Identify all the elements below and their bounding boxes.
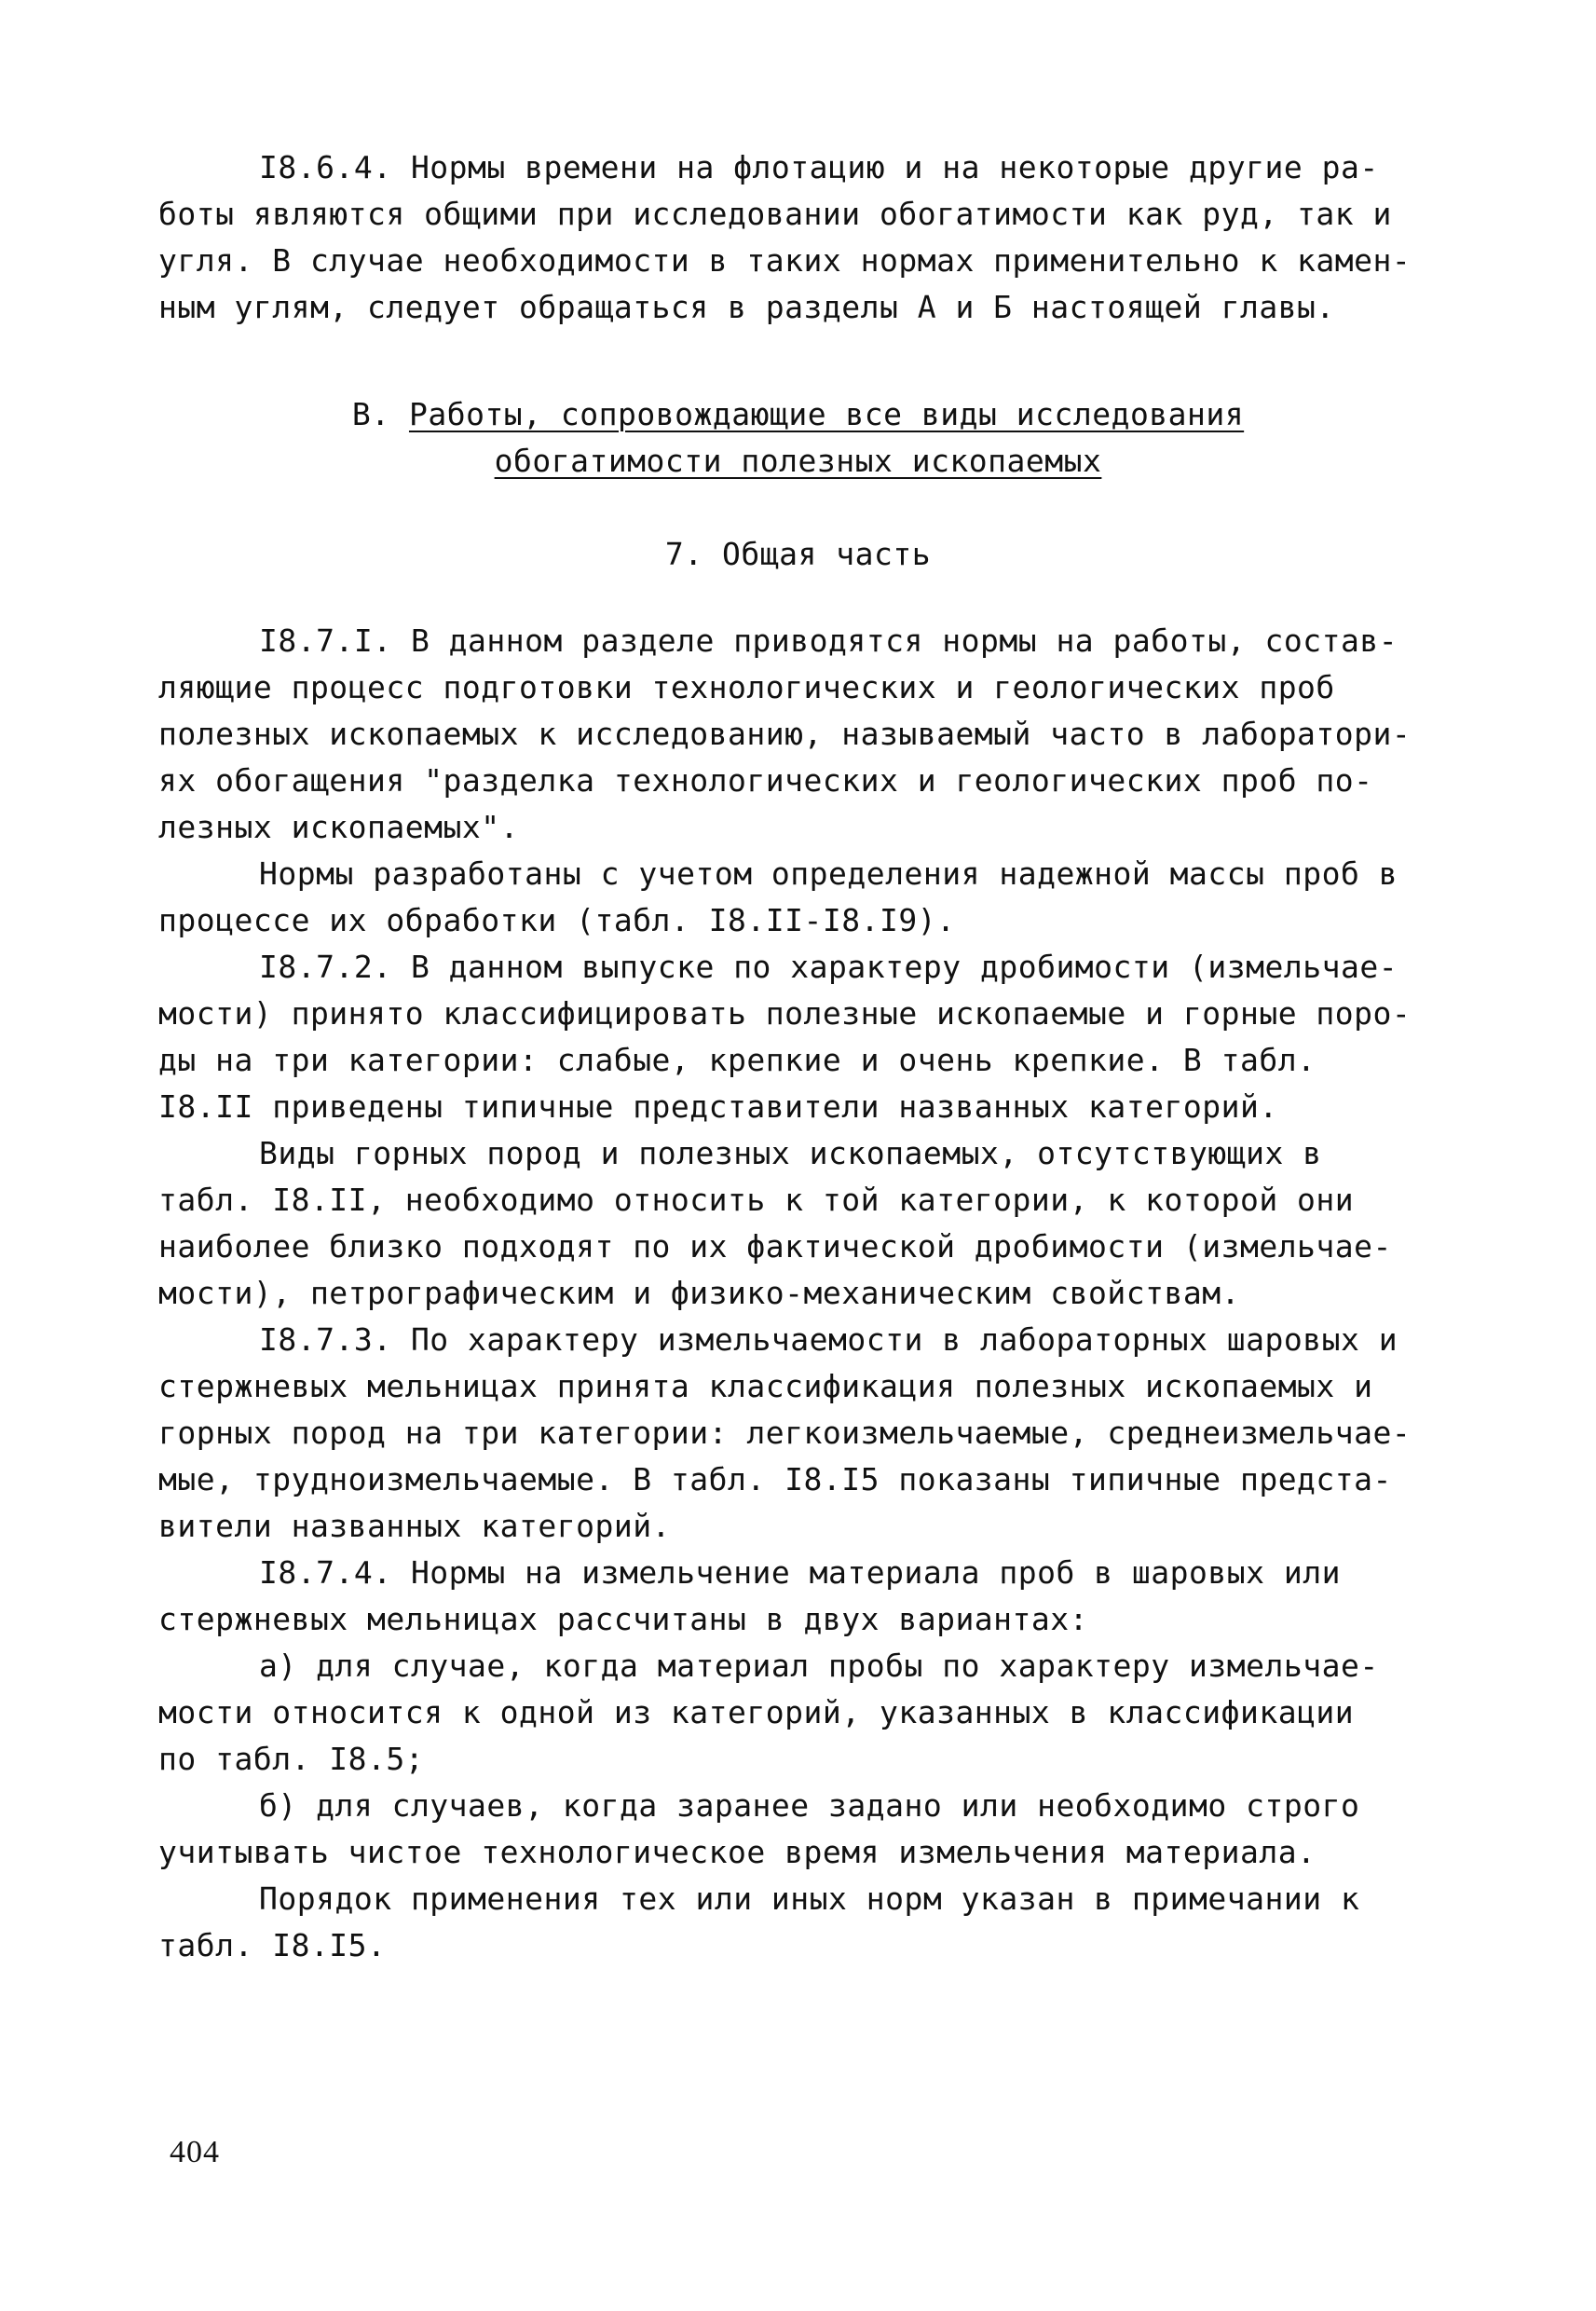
body-line: табл. I8.II, необходимо относить к той категории, к которой они — [158, 1182, 1355, 1218]
body-line: I8.7.2. В данном выпуске по характеру дробимости (измельчае- — [259, 949, 1398, 985]
paragraph-18-6-4-line-2: боты являются общими при исследовании обогатимости как руд, так и — [158, 196, 1392, 232]
body-line: лезных ископаемых". — [158, 809, 519, 845]
body-line: горных пород на три категории: легкоизмельчаемые, среднеизмельчае- — [158, 1415, 1412, 1451]
body-line: I8.II приведены типичные представители названных категорий. — [158, 1088, 1278, 1125]
body-line: а) для случае, когда материал пробы по характеру измельчае- — [259, 1648, 1379, 1684]
paragraph-18-6-4-line-1: I8.6.4. Нормы времени на флотацию и на некоторые другие ра- — [259, 149, 1379, 185]
body-line: учитывать чистое технологическое время измельчения материала. — [158, 1834, 1316, 1870]
body-line: по табл. I8.5; — [158, 1741, 425, 1777]
section-b-heading-line-1 — [0, 396, 1596, 433]
body-line: табл. I8.I5. — [158, 1927, 387, 1963]
body-line: мости относится к одной из категорий, указанных в классификации — [158, 1694, 1355, 1730]
body-line: наиболее близко подходят по их фактической дробимости (измельчае- — [158, 1228, 1392, 1265]
body-line: мости) принято классифицировать полезные ископаемые и горные поро- — [158, 995, 1412, 1032]
page-number: 404 — [170, 2135, 220, 2169]
body-line: мые, трудноизмельчаемые. В табл. I8.I5 показаны типичные предста- — [158, 1461, 1392, 1497]
body-line: Нормы разработаны с учетом определения надежной массы проб в — [259, 855, 1398, 892]
section-b-prefix: В. — [351, 396, 390, 432]
body-line: стержневых мельницах принята классификация полезных ископаемых и — [158, 1368, 1373, 1404]
body-line: стержневых мельницах рассчитаны в двух вариантах: — [158, 1601, 1089, 1637]
body-line: I8.7.4. Нормы на измельчение материала проб в шаровых или — [259, 1554, 1341, 1591]
paragraph-18-6-4-line-3: угля. В случае необходимости в таких нормах применительно к камен- — [158, 242, 1412, 279]
body-line: ляющие процесс подготовки технологических и геологических проб — [158, 669, 1335, 705]
body-line: мости), петрографическим и физико-механическим свойствам. — [158, 1275, 1240, 1311]
body-line: Порядок применения тех или иных норм указан в примечании к — [259, 1880, 1360, 1917]
body-line: I8.7.3. По характеру измельчаемости в лабораторных шаровых и — [259, 1321, 1398, 1358]
section-7-heading: 7. Общая часть — [664, 536, 932, 572]
body-line: ды на три категории: слабые, крепкие и очень крепкие. В табл. — [158, 1042, 1316, 1078]
body-line: ях обогащения "разделка технологических и геологических проб по- — [158, 762, 1373, 799]
body-line: процессе их обработки (табл. I8.II-I8.I9). — [158, 902, 956, 938]
body-line: б) для случаев, когда заранее задано или необходимо строго — [259, 1787, 1360, 1824]
section-b-heading-line-2: обогатимости полезных ископаемых — [494, 443, 1102, 479]
paragraph-18-6-4-line-4: ным углям, следует обращаться в разделы А и Б настоящей главы. — [158, 289, 1335, 325]
body-line: Виды горных пород и полезных ископаемых, отсутствующих в — [259, 1135, 1322, 1171]
body-line: вители названных категорий. — [158, 1508, 671, 1544]
body-line: I8.7.I. В данном разделе приводятся нормы на работы, состав- — [259, 622, 1398, 659]
body-line: полезных ископаемых к исследованию, называемый часто в лаборатори- — [158, 716, 1412, 752]
section-b-title-part-1: Работы, сопровождающие все виды исследования — [408, 396, 1245, 432]
